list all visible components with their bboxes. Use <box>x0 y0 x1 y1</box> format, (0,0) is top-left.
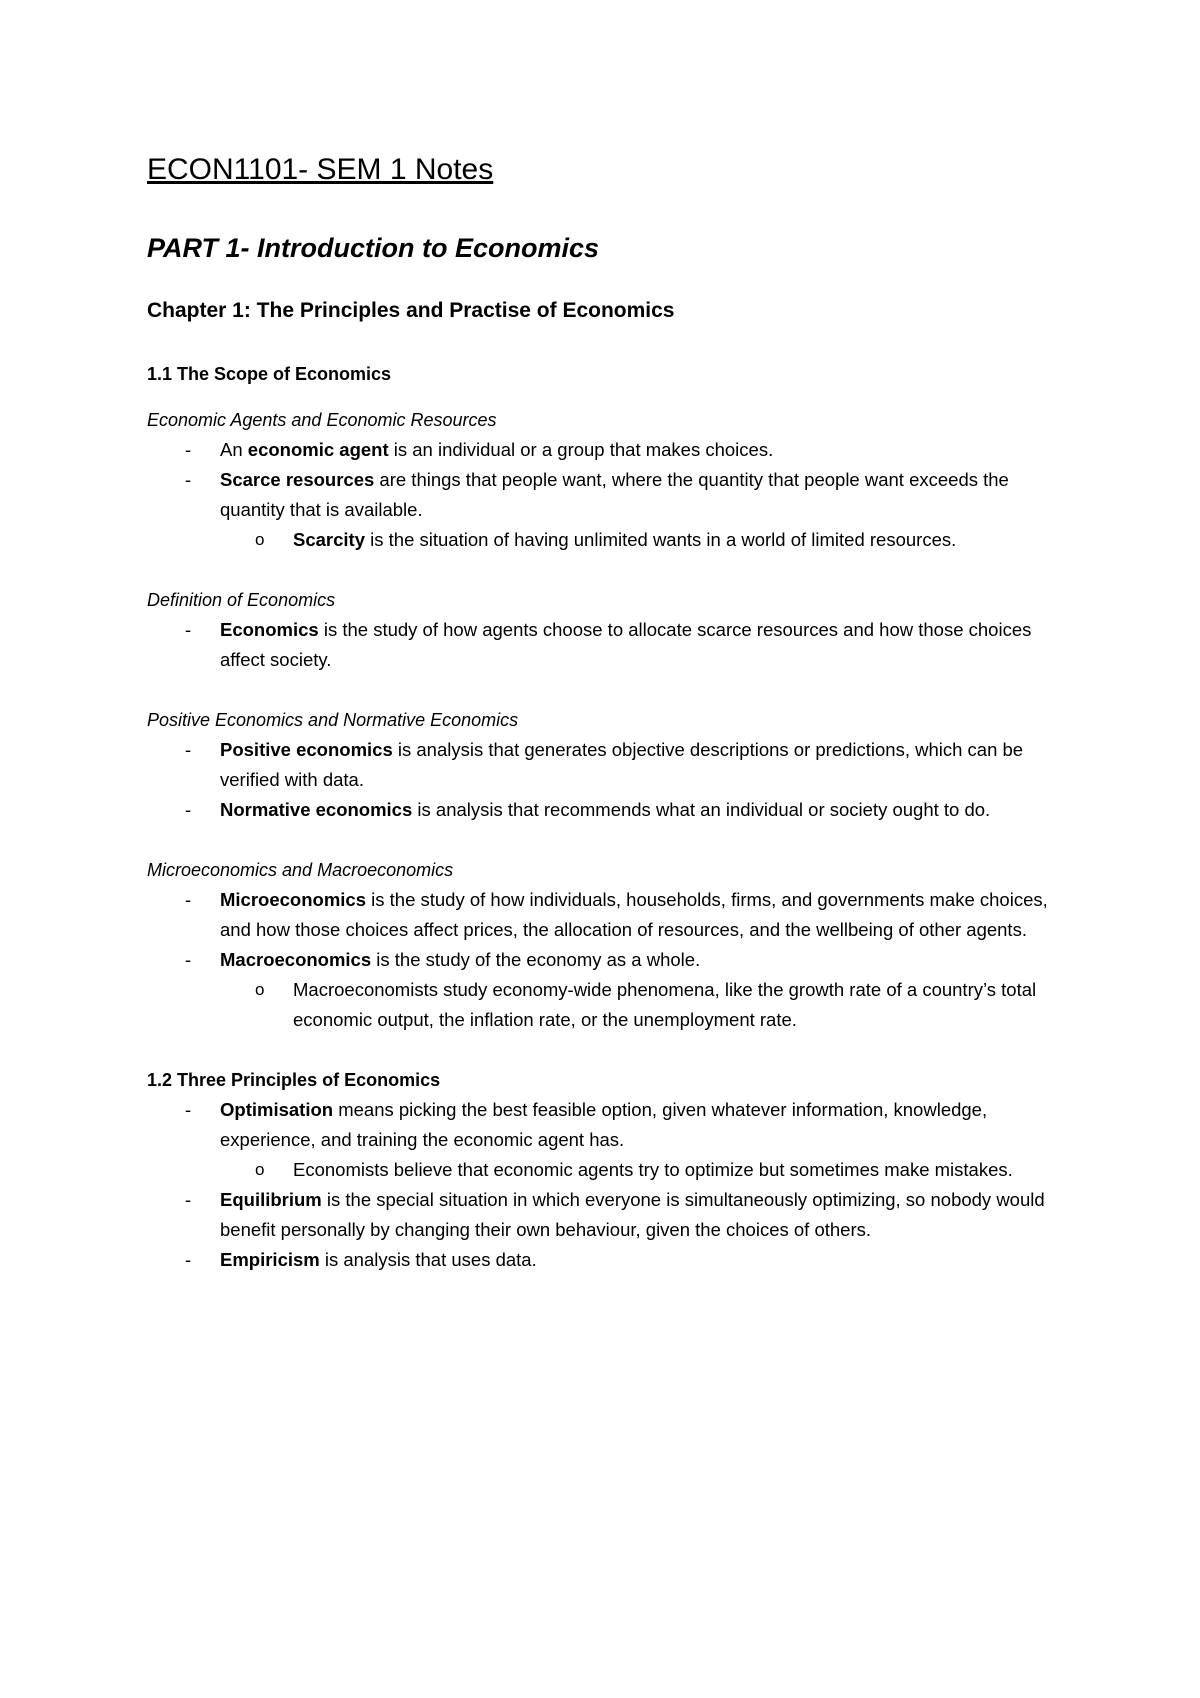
list-item: - Scarce resources are things that people want, where the quantity that people want exceeds the quantity that is available. o Scarcity is the situation of having unlimited wants in a world of limited resources. <box>147 465 1077 555</box>
term: Microeconomics <box>220 889 366 910</box>
dash-bullet: - <box>185 949 192 970</box>
term: Normative economics <box>220 799 413 820</box>
term: Positive economics <box>220 739 393 760</box>
chapter-heading: Chapter 1: The Principles and Practise of Economics <box>147 299 675 322</box>
dash-bullet: - <box>185 889 192 910</box>
list-item: - Normative economics is analysis that recommends what an individual or society ought to do. <box>147 795 1077 825</box>
dash-bullet: - <box>185 799 192 820</box>
document-body <box>147 150 1077 1275</box>
subsection-micro-macro <box>147 855 1077 1035</box>
circle-bullet: o <box>255 980 265 999</box>
bullet-list <box>147 885 1077 1035</box>
document-title: ECON1101- SEM 1 Notes <box>147 153 494 186</box>
subsection-heading: Positive Economics and Normative Economics <box>147 710 519 730</box>
list-item: o Economists believe that economic agents try to optimize but sometimes make mistakes. <box>220 1155 1077 1185</box>
circle-bullet: o <box>255 1160 265 1179</box>
term: Scarce resources <box>220 469 375 490</box>
section-1-2 <box>147 1065 1077 1275</box>
subsection-heading: Economic Agents and Economic Resources <box>147 410 497 430</box>
list-item: - Positive economics is analysis that generates objective descriptions or predictions, which can be verified with data. <box>147 735 1077 795</box>
list-item: - An economic agent is an individual or a group that makes choices. <box>147 435 1077 465</box>
subsection-positive-normative <box>147 705 1077 825</box>
list-item: - Microeconomics is the study of how individuals, households, firms, and governments make choices, and how those choices affect prices, the allocation of resources, and the wellbeing of other agents. <box>147 885 1077 945</box>
sub-bullet-list <box>220 1155 1077 1185</box>
term: Equilibrium <box>220 1189 322 1210</box>
subsection-heading: Definition of Economics <box>147 590 336 610</box>
part-heading: PART 1- Introduction to Economics <box>147 233 600 263</box>
list-item: - Empiricism is analysis that uses data. <box>147 1245 1077 1275</box>
circle-bullet: o <box>255 530 265 549</box>
list-item: - Equilibrium is the special situation in which everyone is simultaneously optimizing, so nobody would benefit personally by changing their own behaviour, given the choices of others. <box>147 1185 1077 1245</box>
bullet-list <box>147 1095 1077 1275</box>
list-item: o Scarcity is the situation of having unlimited wants in a world of limited resources. <box>220 525 1077 555</box>
bullet-list <box>147 735 1077 825</box>
dash-bullet: - <box>185 1099 192 1120</box>
list-item: - Macroeconomics is the study of the economy as a whole. o Macroeconomists study economy-wide phenomena, like the growth rate of a country’s total economic output, the inflation rate, or the unemployment rate. <box>147 945 1077 1035</box>
section-heading-1-2: 1.2 Three Principles of Economics <box>147 1070 441 1090</box>
list-item: o Macroeconomists study economy-wide phenomena, like the growth rate of a country’s total economic output, the inflation rate, or the unemployment rate. <box>220 975 1077 1035</box>
term: Scarcity <box>293 529 365 550</box>
dash-bullet: - <box>185 1189 192 1210</box>
bullet-list <box>147 615 1077 675</box>
dash-bullet: - <box>185 739 192 760</box>
subsection-definition <box>147 585 1077 675</box>
subsection-heading: Microeconomics and Macroeconomics <box>147 860 454 880</box>
sub-bullet-list <box>220 525 1077 555</box>
list-item: - Optimisation means picking the best feasible option, given whatever information, knowledge, experience, and training the economic agent has. o Economists believe that economic agents try to optimize but sometimes make mistakes. <box>147 1095 1077 1185</box>
subsection-agents <box>147 405 1077 555</box>
term: Economics <box>220 619 319 640</box>
sub-bullet-list <box>220 975 1077 1035</box>
dash-bullet: - <box>185 469 192 490</box>
dash-bullet: - <box>185 439 192 460</box>
section-heading-1-1: 1.1 The Scope of Economics <box>147 364 392 384</box>
term: Macroeconomics <box>220 949 372 970</box>
dash-bullet: - <box>185 1249 192 1270</box>
term: economic agent <box>247 439 389 460</box>
dash-bullet: - <box>185 619 192 640</box>
term: Empiricism <box>220 1249 320 1270</box>
bullet-list <box>147 435 1077 555</box>
list-item: - Economics is the study of how agents choose to allocate scarce resources and how those choices affect society. <box>147 615 1077 675</box>
term: Optimisation <box>220 1099 334 1120</box>
